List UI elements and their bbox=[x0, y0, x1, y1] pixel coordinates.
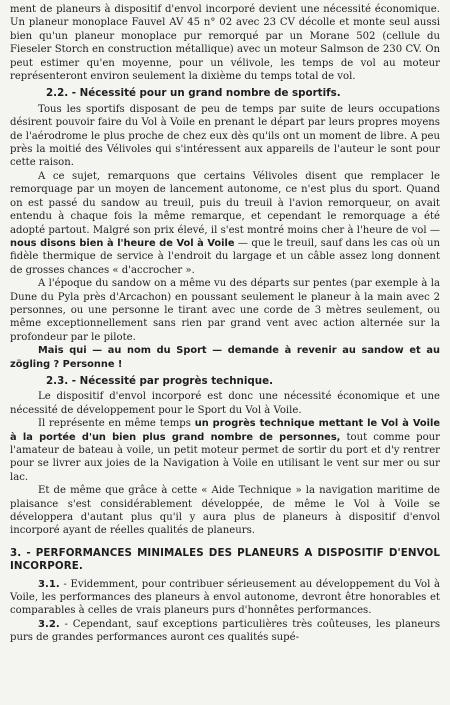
paragraph-intro: ment de planeurs à dispositif d'envol incorporé devient une nécessité économique. Un planeur monoplace Fauvel AV 45 n° 02 avec 23 CV décolle et monte seul aussi bien qu'un planeur monoplace pur remorqué par un Morane 502 (cellule du Fieseler Storch en construction métallique) avec un moteur Salmson de 230 CV. On peut estimer qu'en moyenne, pour un vélivole, les temps de vol au moteur représenteront environ seulement la dixième du temps total de vol. bbox=[10, 4, 440, 83]
paragraph-remorquage-text-a: A ce sujet, remarquons que certains Vélivoles disent que remplacer le remorquage par un moyen de lancement autonome, ce n'est plus du sport. Quand on est passé du sandow au treuil, puis du treuil à l'avion remorqueur, on avait entendu à chaque fois la même remarque, et cependant le remorquage a été adopté partout. Malgré son prix élevé, il s'est montré moins cher à l'heure de vol — bbox=[10, 170, 440, 236]
paragraph-progres-text-a: Il représente en même temps bbox=[38, 418, 191, 430]
paragraph-sandow: A l'époque du sandow on a même vu des départs sur pentes (par exemple à la Dune du Pyla près d'Arcachon) en poussant seulement le planeur à la main avec 2 personnes, ou une personne le tirant avec une corde de 3 mètres seulement, ou même exceptionnellement sans rien par grand vent avec action alternée sur la profondeur par le pilote. bbox=[10, 278, 440, 343]
paragraph-navigation: Et de même que grâce à cette « Aide Technique » la navigation maritime de plaisance s'est considérablement développée, de même le Vol à Voile se développera d'autant plus qu'il y aura plus de planeurs à dispositif d'envol incorporé ayant de réelles qualités de planeurs. bbox=[10, 485, 440, 537]
paragraph-remorquage-text-c: — que le treuil, sauf dans les cas où un fidèle thermique de service à l'endroit du largage et un câble assez long donnent de grosses chances « d'accrocher ». bbox=[10, 237, 440, 276]
text-3-1: - Evidemment, pour contribuer sérieusement au développement du Vol à Voile, les performances des planeurs à envol autonome, devront être honorables et comparables à celles de vrais planeurs purs d'honnêtes performances. bbox=[10, 578, 440, 617]
paragraph-3-2 bbox=[10, 618, 440, 645]
paragraph-remorquage bbox=[10, 170, 440, 277]
paragraph-3-1 bbox=[10, 578, 440, 618]
text-3-2: - Cependant, sauf exceptions particulières très coûteuses, les planeurs purs de grandes performances auront ces qualités supé- bbox=[10, 618, 440, 644]
paragraph-necessite: Le dispositif d'envol incorporé est donc une nécessité économique et une nécessité de développement pour le Sport du Vol à Voile. bbox=[10, 391, 440, 416]
paragraph-sportifs: Tous les sportifs disposant de peu de temps par suite de leurs occupations désirent pouvoir faire du Vol à Voile en prenant le départ par leurs propres moyens de l'aérodrome le plus proche de chez eux dès qu'ils ont un moment de libre. A peu près la moitié des Vélivoles qui s'intéressent aux appareils de l'auteur le sont pour cette raison. bbox=[10, 103, 440, 169]
paragraph-progres-text-c: tout comme pour l'amateur de bateau à voile, un petit moteur permet de sortir du port et d'y rentrer pour se livrer aux joies de la Navigation à Voile en utilisant le vent sur mer ou sur lac. bbox=[10, 431, 440, 483]
heading-2-2: 2.2. - Nécessité pour un grand nombre de sportifs. bbox=[46, 87, 341, 100]
heading-3: 3. - PERFORMANCES MINIMALES DES PLANEURS A DISPOSITIF D'ENVOL INCORPORE. bbox=[10, 546, 440, 573]
label-3-1: 3.1. bbox=[38, 578, 60, 590]
paragraph-progres-emphasis: un progrès technique mettant le Vol à Voile à la portée d'un bien plus grand nombre de personnes, bbox=[10, 418, 440, 443]
paragraph-remorquage-emphasis: nous disons bien à l'heure de Vol à Voile bbox=[10, 237, 235, 249]
paragraph-progres bbox=[10, 417, 440, 484]
label-3-2: 3.2. bbox=[38, 618, 60, 630]
heading-2-3: 2.3. - Nécessité par progrès technique. bbox=[46, 374, 274, 387]
paragraph-question: Mais qui — au nom du Sport — demande à revenir au sandow et au zögling ? Personne ! bbox=[10, 345, 440, 370]
